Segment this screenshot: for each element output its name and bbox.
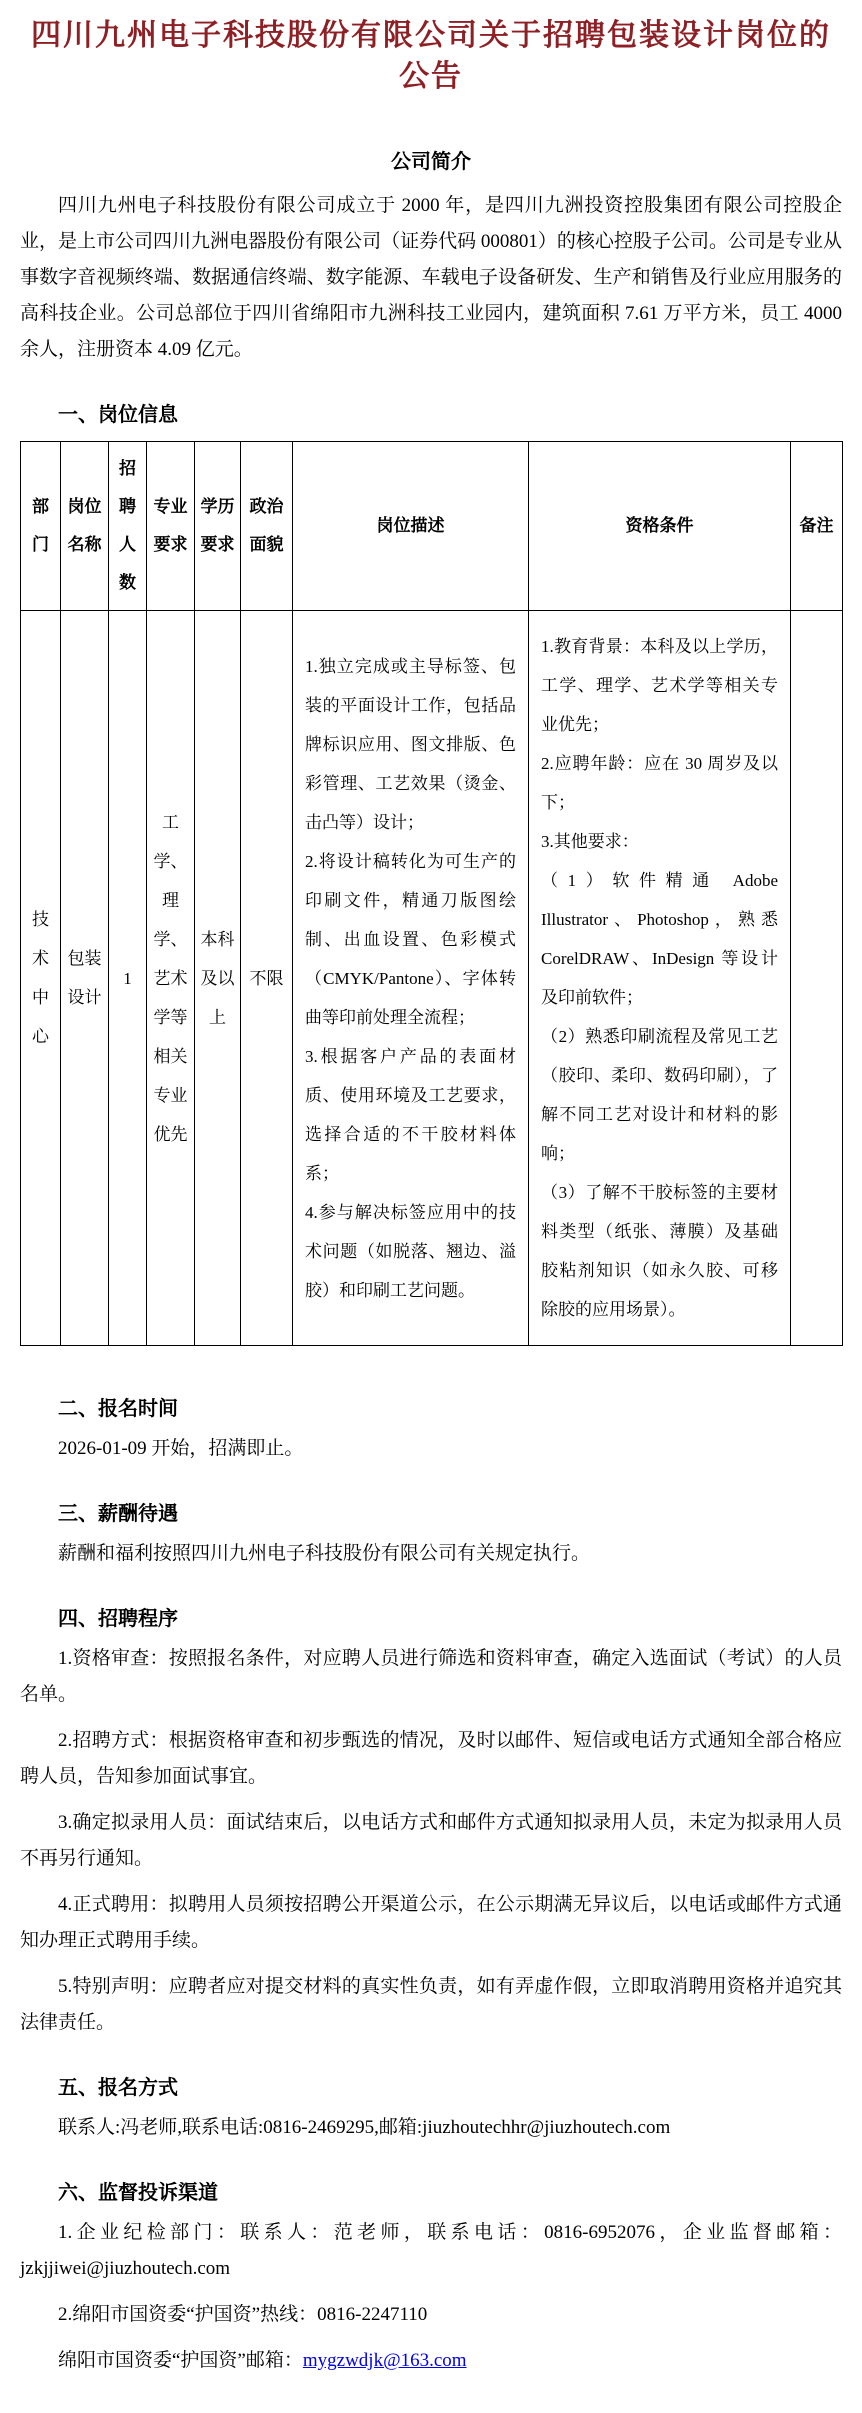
list-paragraph: 2.招聘方式：根据资格审查和初步甄选的情况，及时以邮件、短信或电话方式通知全部合格应聘人员，告知参加面试事宜。 <box>20 1730 842 1787</box>
col-header-job-description: 岗位描述 <box>293 442 529 611</box>
list-paragraph: 2.将设计稿转化为可生产的印刷文件，精通刀版图绘制、出血设置、色彩模式（CMYK/Pantone）、字体转曲等印前处理全流程； <box>305 851 516 1027</box>
list-paragraph: （1）软件精通 Adobe Illustrator、Photoshop，熟悉 CorelDRAW、InDesign 等设计及印前软件； <box>541 871 778 1007</box>
cell-political-status: 不限 <box>241 611 293 1346</box>
list-paragraph: 1.独立完成或主导标签、包装的平面设计工作，包括品牌标识应用、图文排版、色彩管理、工艺效果（烫金、击凸等）设计； <box>305 656 516 832</box>
list-paragraph: 2.应聘年龄：应在 30 周岁及以下； <box>541 754 778 812</box>
guoziwei-email-link[interactable]: mygzwdjk@163.com <box>302 2350 467 2371</box>
cell-education-requirement: 本科及以上 <box>195 611 241 1346</box>
col-header-remarks: 备注 <box>791 442 843 611</box>
col-header-headcount: 招聘人数 <box>109 442 147 611</box>
list-paragraph: 4.正式聘用：拟聘用人员须按招聘公开渠道公示，在公示期满无异议后，以电话或邮件方式通知办理正式聘用手续。 <box>20 1894 842 1951</box>
cell-major-requirement: 工学、理学、艺术学等相关专业优先 <box>147 611 195 1346</box>
supervision-item-hotline: 2.绵阳市国资委“护国资”热线：0816-2247110 <box>58 2304 428 2325</box>
section-heading-procedure: 四、招聘程序 <box>58 1608 178 1630</box>
position-info-table <box>20 441 843 1346</box>
list-paragraph: （2）熟悉印刷流程及常见工艺（胶印、柔印、数码印刷），了解不同工艺对设计和材料的影响； <box>541 1027 778 1163</box>
list-paragraph: 5.特别声明：应聘者应对提交材料的真实性负责，如有弄虚作假，立即取消聘用资格并追究其法律责任。 <box>20 1976 842 2033</box>
section-heading-salary: 三、薪酬待遇 <box>58 1503 178 1525</box>
list-paragraph: 1.资格审查：按照报名条件，对应聘人员进行筛选和资料审查，确定入选面试（考试）的人员名单。 <box>20 1648 842 1705</box>
col-header-qualifications: 资格条件 <box>529 442 791 611</box>
cell-remarks <box>791 611 843 1346</box>
col-header-department: 部门 <box>21 442 61 611</box>
section-heading-signup-time: 二、报名时间 <box>58 1398 178 1420</box>
list-paragraph: 3.确定拟录用人员：面试结束后，以电话方式和邮件方式通知拟录用人员，未定为拟录用人员不再另行通知。 <box>20 1812 842 1869</box>
cell-position-name: 包装设计 <box>61 611 109 1346</box>
col-header-position-name: 岗位名称 <box>61 442 109 611</box>
list-paragraph: 4.参与解决标签应用中的技术问题（如脱落、翘边、溢胶）和印刷工艺问题。 <box>305 1202 516 1300</box>
col-header-education-requirement: 学历要求 <box>195 442 241 611</box>
list-paragraph: （3）了解不干胶标签的主要材料类型（纸张、薄膜）及基础胶粘剂知识（如永久胶、可移除胶的应用场景）。 <box>541 1183 778 1319</box>
section-heading-supervision: 六、监督投诉渠道 <box>58 2182 218 2204</box>
table-header-row <box>21 442 843 611</box>
cell-qualifications <box>529 611 791 1346</box>
page-title: 四川九州电子科技股份有限公司关于招聘包装设计岗位的公告 <box>31 19 831 93</box>
procedure-list <box>20 1641 842 2041</box>
supervision-item-mailbox <box>20 2343 842 2379</box>
salary-text: 薪酬和福利按照四川九州电子科技股份有限公司有关规定执行。 <box>58 1543 591 1564</box>
table-row <box>21 611 843 1346</box>
col-header-major-requirement: 专业要求 <box>147 442 195 611</box>
list-paragraph: 3.其他要求： <box>541 832 639 851</box>
company-intro-heading: 公司简介 <box>391 151 471 173</box>
col-header-political-status: 政治面貌 <box>241 442 293 611</box>
section-heading-position-info: 一、岗位信息 <box>58 404 178 426</box>
apply-contact-text: 联系人:冯老师,联系电话:0816-2469295,邮箱:jiuzhoutechhr@jiuzhoutech.com <box>58 2117 671 2138</box>
mailbox-label: 绵阳市国资委“护国资”邮箱： <box>58 2350 303 2371</box>
list-paragraph: 1.教育背景：本科及以上学历，工学、理学、艺术学等相关专业优先； <box>541 637 778 734</box>
supervision-item-discipline: 1.企业纪检部门：联系人：范老师，联系电话：0816-6952076，企业监督邮箱：jzkjjiwei@jiuzhoutech.com <box>20 2222 842 2279</box>
company-intro-paragraph: 四川九州电子科技股份有限公司成立于 2000 年，是四川九洲投资控股集团有限公司控股企业，是上市公司四川九洲电器股份有限公司（证券代码 000801）的核心控股子公司。公司是专业从事数字音视频终端、数据通信终端、数字能源、车载电子设备研发、生产和销售及行业应用服务的高科技企业。公司总部位于四川省绵阳市九洲科技工业园内，建筑面积 7.61 万平方米，员工 4000 余人，注册资本 4.09 亿元。 <box>20 195 842 360</box>
section-heading-apply-method: 五、报名方式 <box>58 2077 178 2099</box>
signup-time-text: 2026-01-09 开始，招满即止。 <box>58 1438 304 1459</box>
cell-department: 技术中心 <box>21 611 61 1346</box>
cell-headcount: 1 <box>109 611 147 1346</box>
list-paragraph: 3.根据客户产品的表面材质、使用环境及工艺要求，选择合适的不干胶材料体系； <box>305 1046 516 1183</box>
cell-job-description <box>293 611 529 1346</box>
